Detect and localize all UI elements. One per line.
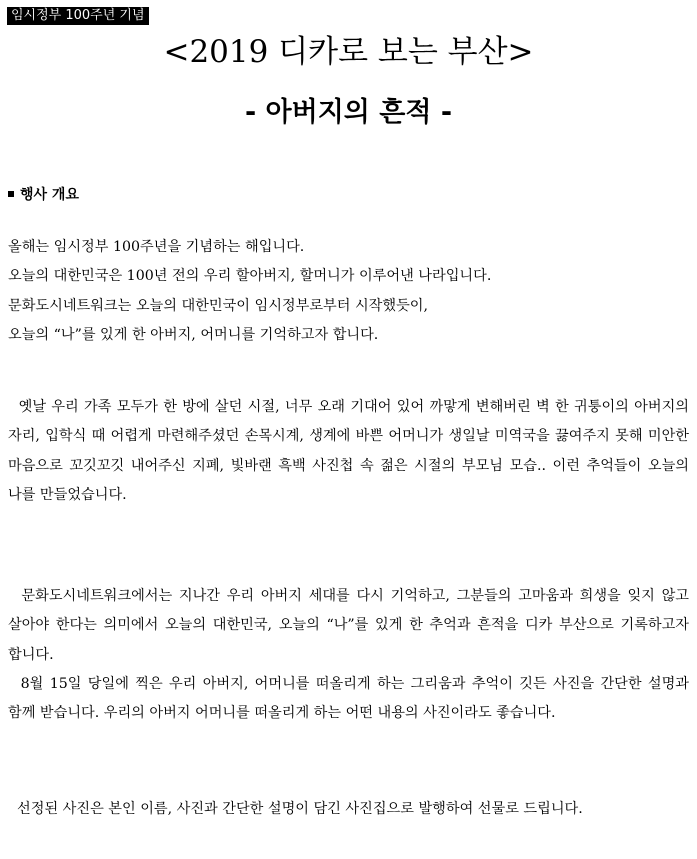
paragraph-purpose — [8, 582, 694, 728]
section-heading-label: 행사 개요 — [20, 187, 79, 203]
page-subtitle: - 아버지의 흔적 - — [244, 97, 453, 128]
paragraph-line: 올해는 임시정부 100주년을 기념하는 해입니다. — [8, 239, 305, 255]
paragraph-submission-text: 8월 15일 당일에 찍은 우리 아버지, 어머니를 떠올리게 하는 그리움과 추억이 깃든 사진을 간단한 설명과 함께 받습니다. 우리의 아버지 어머니를 떠올리게 하는 어떤 내용의 사진이라도 좋습니다. — [8, 675, 694, 722]
paragraph-line: 오늘의 “나”를 있게 한 아버지, 어머니를 기억하고자 합니다. — [8, 326, 379, 343]
paragraph-purpose-text: 문화도시네트워크에서는 지나간 우리 아버지 세대를 다시 기억하고, 그분들의 고마움과 희생을 잊지 않고 살아야 한다는 의미에서 오늘의 대한민국, 오늘의 “나”를 있게 한 추억과 흔적을 디카 부산으로 기록하고자 합니다. — [8, 588, 694, 663]
paragraph-line: 문화도시네트워크는 오늘의 대한민국이 임시정부로부터 시작했듯이, — [8, 297, 428, 314]
paragraph-memories: 옛날 우리 가족 모두가 한 방에 살던 시절, 너무 오래 기대어 있어 까맣게 변해버린 벽 한 귀퉁이의 아버지의 자리, 입학식 때 어렵게 마련해주셨던 손목시계, 생계에 바쁜 어머니가 생일날 미역국을 끓여주지 못해 미안한 마음으로 꼬깃꼬깃 내어주신 지폐, 빛바랜 흑백 사진첩 속 젊은 시절의 부모님 모습.. 이런 추억들이 오늘의 나를 만들었습니다. — [8, 399, 694, 503]
bullet-square-icon — [8, 191, 14, 197]
paragraph-reward: 선정된 사진은 본인 이름, 사진과 간단한 설명이 담긴 사진집으로 발행하여 선물로 드립니다. — [8, 801, 583, 817]
paragraph-intro — [8, 233, 689, 350]
page-title: <2019 디카로 보는 부산> — [163, 34, 534, 70]
section-heading — [8, 185, 79, 205]
event-badge: 임시정부 100주년 기념 — [7, 7, 149, 25]
paragraph-line: 오늘의 대한민국은 100년 전의 우리 할아버지, 할머니가 이루어낸 나라입니다. — [8, 268, 492, 285]
